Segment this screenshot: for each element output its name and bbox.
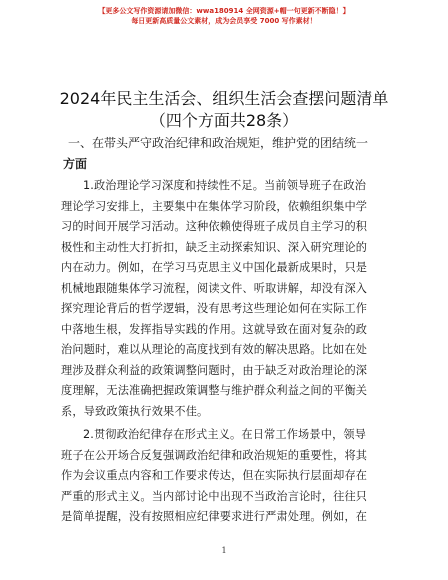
paragraph-line: 1.政治理论学习深度和持续性不足。当前领导班子在政治 [83, 179, 367, 192]
paragraph-1 [61, 176, 389, 422]
document-body [61, 176, 389, 528]
paragraph-line: 作为会议重点内容和工作要求传达，但在实际执行层面却存在 [61, 469, 368, 482]
paragraph-line: 治问题时，难以从理论的高度找到有效的解决思路。比如在处 [61, 343, 368, 356]
paragraph-line: 习的时间开展学习活动。这种依赖使得班子成员自主学习的积 [61, 220, 368, 233]
document-title [0, 88, 448, 132]
paragraph-line: 中落地生根，发挥指导实践的作用。这就导致在面对复杂的政 [61, 322, 368, 336]
paragraph-line: 机械地跟随集体学习流程，阅读文件、听取讲解，却没有深入 [61, 281, 368, 295]
section-heading [63, 133, 388, 175]
paragraph-line: 系，导致政策执行效果不佳。 [61, 404, 209, 418]
paragraph-line: 是简单提醒，没有按照相应纪律要求进行严肃处理。例如，在 [61, 510, 368, 523]
title-line-1: 2024年民主生活会、组织生活会查摆问题清单 [59, 89, 389, 108]
paragraph-line: 探究理论背后的哲学逻辑，没有思考这些理论如何在实际工作 [61, 302, 368, 315]
page-number: 1 [221, 546, 227, 555]
paragraph-line: 内在动力。例如，在学习马克思主义中国化最新成果时，只是 [61, 261, 368, 274]
paragraph-line: 理涉及群众利益的政策调整问题时，由于缺乏对政治理论的深 [61, 363, 368, 377]
banner-line-2: 每日更新高质量公文素材，成为会员享受 7000 写作素材！ [131, 17, 317, 25]
paragraph-2 [61, 425, 389, 528]
title-line-2: （四个方面共28条） [149, 111, 299, 130]
paragraph-line: 度理解，无法准确把握政策调整与维护群众利益之间的平衡关 [61, 384, 368, 397]
promo-banner [0, 6, 448, 26]
paragraph-line: 理论学习安排上，主要集中在集体学习阶段，依赖组织集中学 [61, 199, 368, 213]
paragraph-line: 严重的形式主义。当内部讨论中出现不当政治言论时，往往只 [61, 489, 368, 503]
section-heading-line-2: 方面 [63, 157, 88, 171]
banner-line-1: 【更多公文写作资源请加微信：wwa180914 全网资源+帽一句更新不断隐！】 [98, 7, 350, 15]
section-heading-line-1: 一、在带头严守政治纪律和政治规矩，维护党的团结统一 [68, 136, 369, 150]
paragraph-line: 班子在公开场合反复强调政治纪律和政治规矩的重要性，将其 [61, 448, 368, 462]
paragraph-line: 2.贯彻政治纪律存在形式主义。在日常工作场景中，领导 [83, 428, 367, 441]
paragraph-line: 极性和主动性大打折扣，缺乏主动探索知识、深入研究理论的 [61, 240, 368, 254]
